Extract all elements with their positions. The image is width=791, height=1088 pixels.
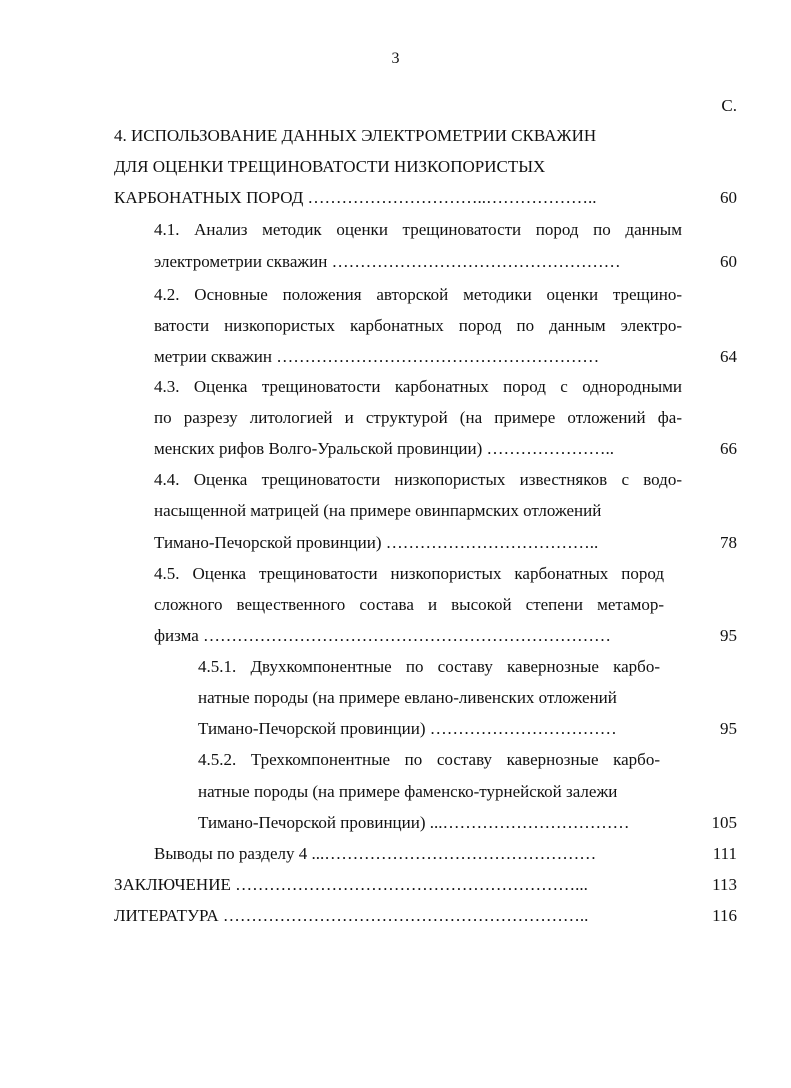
toc-line: 4.5.1. Двухкомпонентные по составу кавернозные карбо- (198, 657, 660, 676)
toc-line: 4.5. Оценка трещиноватости низкопористых карбонатных пород (154, 564, 664, 583)
toc-line: по разрезу литологией и структурой (на примере отложений фа- (154, 408, 682, 427)
toc-line: КАРБОНАТНЫХ ПОРОД …………………………..……………….. (114, 188, 597, 207)
toc-line: 4.4. Оценка трещиноватости низкопористых известняков с водо- (154, 470, 682, 489)
toc-page-number: 116 (712, 906, 737, 925)
toc-line: Тимано-Печорской провинции) …………………………… (198, 719, 617, 738)
toc-line: натные породы (на примере евлано-ливенских отложений (198, 688, 617, 707)
toc-page-number: 111 (712, 844, 737, 863)
toc-line: метрии скважин ………………………………………………… (154, 347, 600, 366)
toc-line: 4. ИСПОЛЬЗОВАНИЕ ДАННЫХ ЭЛЕКТРОМЕТРИИ СКВАЖИН (114, 126, 597, 145)
toc-page-number: 66 (720, 439, 737, 458)
toc-line: Тимано-Печорской провинции) ...…………………………… (198, 813, 630, 832)
toc-line: Выводы по разделу 4 ...………………………………………… (154, 844, 597, 863)
page-column-label: С. (721, 96, 737, 115)
toc-line: насыщенной матрицей (на примере овинпармских отложений (154, 501, 602, 520)
page-number: 3 (391, 50, 400, 67)
toc-line: натные породы (на примере фаменско-турнейской залежи (198, 782, 618, 801)
toc-line: сложного вещественного состава и высокой степени метамор- (154, 595, 664, 614)
toc-line: ЗАКЛЮЧЕНИЕ ……………………………………………………... (114, 875, 588, 894)
toc-line: физма ……………………………………………………………… (154, 626, 612, 645)
toc-page-number: 95 (720, 626, 737, 645)
toc-page-number: 95 (720, 719, 737, 738)
toc-line: менских рифов Волго-Уральской провинции) ………………….. (154, 439, 615, 458)
toc-page-number: 60 (720, 188, 737, 207)
toc-line: 4.3. Оценка трещиноватости карбонатных пород с однородными (154, 377, 682, 396)
toc-line: 4.2. Основные положения авторской методики оценки трещино- (154, 285, 682, 304)
toc-page-number: 64 (720, 347, 737, 366)
toc-page-number: 105 (711, 813, 737, 832)
toc-line: ЛИТЕРАТУРА ……………………………………………………….. (114, 906, 589, 925)
toc-line: 4.5.2. Трехкомпонентные по составу кавернозные карбо- (198, 750, 660, 769)
toc-line: 4.1. Анализ методик оценки трещиноватости пород по данным (154, 220, 682, 239)
toc-line: электрометрии скважин …………………………………………… (154, 252, 621, 271)
toc-page-number: 78 (720, 533, 737, 552)
toc-line: ватости низкопористых карбонатных пород по данным электро- (154, 316, 682, 335)
toc-line: ДЛЯ ОЦЕНКИ ТРЕЩИНОВАТОСТИ НИЗКОПОРИСТЫХ (114, 157, 546, 176)
toc-page-number: 60 (720, 252, 737, 271)
toc-page-number: 113 (712, 875, 737, 894)
toc-line: Тимано-Печорской провинции) ……………………………….. (154, 533, 599, 552)
